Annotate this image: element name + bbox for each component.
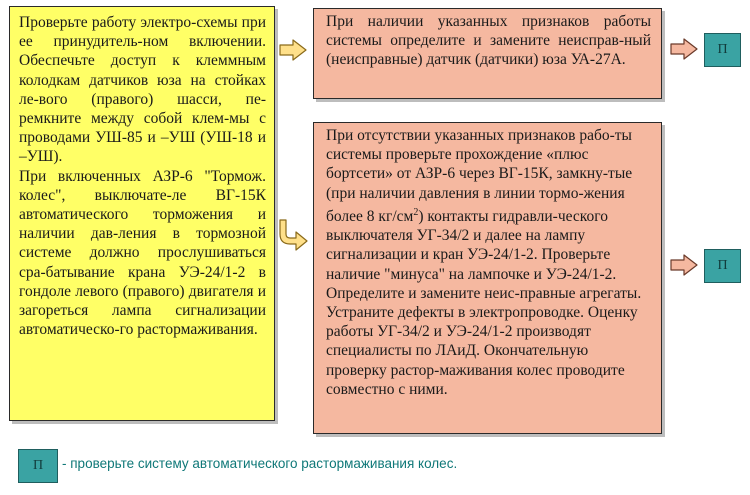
procedure-step-box <box>9 6 275 421</box>
ref-box-p-top[interactable]: П <box>704 33 741 67</box>
arrow-right-icon <box>278 38 308 62</box>
arrow-right-icon <box>669 37 699 61</box>
result-not-found-box <box>313 122 662 434</box>
superscript-2: 2 <box>413 206 419 218</box>
arrow-right-icon <box>669 253 699 277</box>
curved-arrow-icon <box>276 218 310 252</box>
step-paragraph-1: Проверьте работу электро-схемы при ее принудитель-ном включении. Обеспечьте доступ к клеммным колодкам датчиков юза на стойках ле-вого (правого) шасси, пе-ремкните между собой клем-мы с проводами УШ-85 и –УШ (УШ-18 и –УШ). <box>19 14 266 166</box>
text-part-1: При отсутствии указанных признаков рабо-ты системы проверьте прохождение «плюс бортсети» от АЗР-6 через ВГ-15К, замкну-тые (при наличии давления в линии тормо-жения более 8 кг/см <box>326 127 633 225</box>
result-not-found-text <box>326 126 651 399</box>
result-found-box <box>313 8 662 99</box>
result-found-text: При наличии указанных признаков работы системы определите и замените неиспрaв-ный (неисправные) датчик (датчики) юза УА-27А. <box>326 13 651 69</box>
text-part-2: ) контакты гидравли-ческого выключателя УГ-34/2 и далее на лампу сигнализации и кран УЭ-24/1-2. Проверьте наличие "минуса" на лампочке и УЭ-24/1-2. Определите и замените неис-правные агрегаты. Устраните дефекты в электропроводке. Оценку работы УГ-34/2 и УЭ-24/1-2 производят специалисты по ЛАиД. Окончательную проверку растор-маживания колес проводите совместно с ними. <box>326 207 642 398</box>
legend-text: - проверьте систему автоматического растормаживания колес. <box>62 456 458 471</box>
step-paragraph-2: При включенных АЗР-6 "Тормож. колес", выключате-ле ВГ-15К автоматического торможения и наличии дав-ления в тормозной системе должно прослушиваться сра-батывание крана УЭ-24/1-2 в гондоле левого (правого) двигателя и загореться лампа сигнализации автоматическо-го растормаживания. <box>19 167 266 339</box>
legend-ref-box: П <box>18 449 58 483</box>
ref-box-p-middle[interactable]: П <box>704 249 741 283</box>
